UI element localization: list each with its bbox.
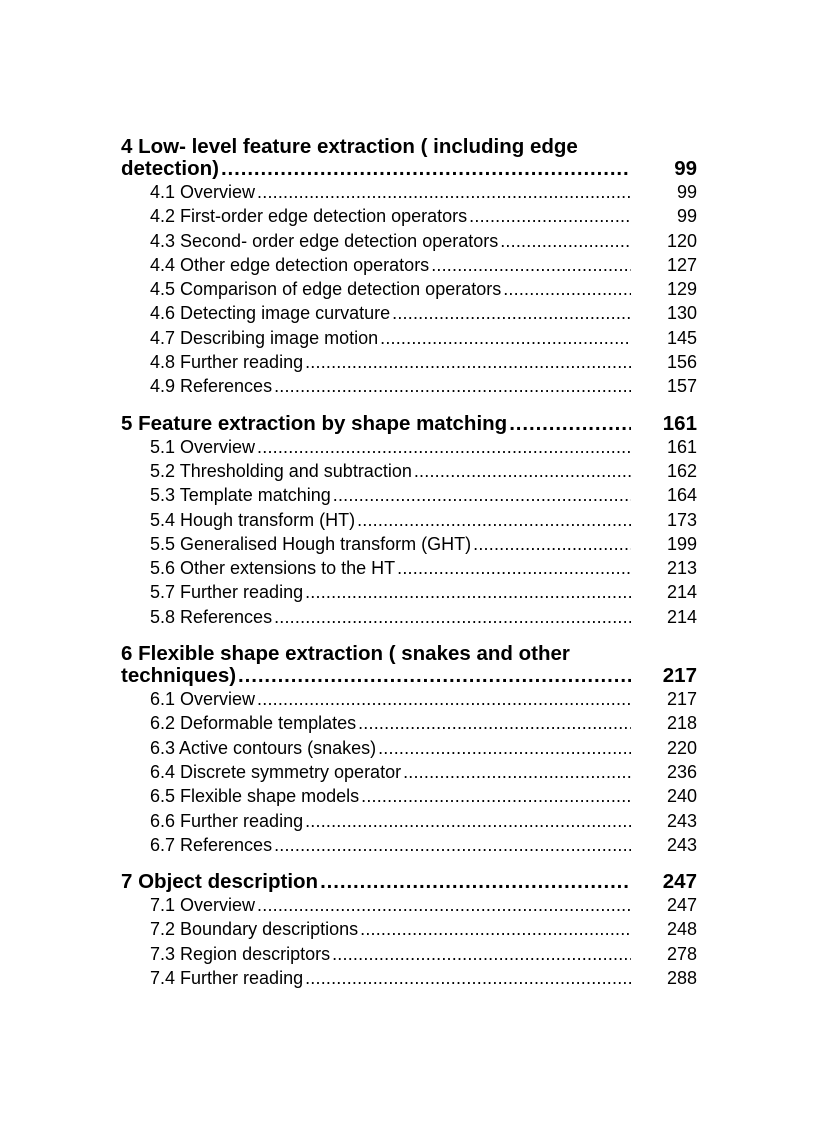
section-entry[interactable] — [121, 687, 697, 711]
section-entry[interactable] — [121, 435, 697, 459]
section-entry[interactable] — [121, 893, 697, 917]
section-page-number: 236 — [666, 761, 697, 782]
section-title: 4.8 Further reading — [150, 352, 304, 373]
section-title: 4.6 Detecting image curvature — [150, 303, 391, 324]
section-page-number: 220 — [666, 737, 697, 758]
section-title: 4.3 Second- order edge detection operators — [150, 230, 499, 251]
chapter-title: 7 Object description — [121, 871, 319, 894]
section-title: 5.1 Overview — [150, 436, 256, 457]
section-title: 7.1 Overview — [150, 895, 256, 916]
chapter-title: 5 Feature extraction by shape matching — [121, 412, 508, 435]
chapter-title-line[interactable]: 4 Low- level feature extraction ( including edge — [121, 135, 578, 158]
section-page-number: 157 — [666, 376, 697, 397]
section-title: 5.4 Hough transform (HT) — [150, 509, 356, 530]
chapter-title: detection) — [121, 158, 219, 180]
section-title: 5.8 References — [150, 606, 273, 627]
section-entry[interactable] — [121, 736, 697, 760]
section-title: 4.7 Describing image motion — [150, 327, 379, 348]
dot-leader — [500, 229, 631, 253]
dot-leader — [274, 605, 631, 629]
section-page-number: 99 — [676, 182, 697, 202]
section-page-number: 213 — [666, 558, 697, 579]
section-title: 6.5 Flexible shape models — [150, 786, 360, 807]
section-title: 6.2 Deformable templates — [150, 713, 357, 734]
section-entry[interactable] — [121, 532, 697, 556]
section-page-number: 243 — [666, 810, 697, 831]
section-entry[interactable] — [121, 966, 697, 990]
section-page-number: 99 — [676, 206, 697, 227]
section-entry[interactable] — [121, 760, 697, 784]
dot-leader — [320, 871, 631, 893]
section-entry[interactable] — [121, 556, 697, 580]
dot-leader — [257, 687, 631, 711]
chapter-page-number: 99 — [674, 158, 697, 180]
dot-leader — [403, 760, 631, 784]
section-entry[interactable] — [121, 301, 697, 325]
section-page-number: 164 — [666, 485, 697, 506]
section-title: 6.7 References — [150, 834, 273, 855]
section-title: 5.3 Template matching — [150, 485, 331, 506]
dot-leader — [274, 833, 631, 857]
section-entry[interactable] — [121, 374, 697, 398]
section-entry[interactable] — [121, 180, 697, 204]
section-page-number: 248 — [666, 919, 697, 940]
section-title: 4.1 Overview — [150, 182, 256, 202]
section-page-number: 218 — [666, 713, 697, 734]
section-page-number: 145 — [666, 327, 697, 348]
section-page-number: 240 — [666, 786, 697, 807]
chapter-title: techniques) — [121, 665, 237, 688]
dot-leader — [360, 917, 631, 941]
chapter-entry[interactable] — [121, 413, 697, 435]
chapter-block — [121, 643, 697, 857]
section-page-number: 156 — [666, 352, 697, 373]
section-entry[interactable] — [121, 508, 697, 532]
dot-leader — [361, 784, 631, 808]
dot-leader — [469, 204, 631, 228]
section-title: 6.4 Discrete symmetry operator — [150, 761, 402, 782]
dot-leader — [380, 326, 631, 350]
dot-leader — [503, 277, 631, 301]
section-page-number: 217 — [666, 689, 697, 710]
section-page-number: 214 — [666, 582, 697, 603]
dot-leader — [274, 374, 631, 398]
section-entry[interactable] — [121, 784, 697, 808]
dot-leader — [305, 966, 631, 990]
section-title: 7.4 Further reading — [150, 968, 304, 989]
section-entry[interactable] — [121, 833, 697, 857]
section-page-number: 199 — [666, 533, 697, 554]
section-title: 4.9 References — [150, 376, 273, 397]
dot-leader — [305, 580, 631, 604]
dot-leader — [257, 893, 631, 917]
chapter-title-line[interactable]: 6 Flexible shape extraction ( snakes and other — [121, 642, 570, 666]
section-page-number: 129 — [666, 279, 697, 300]
dot-leader — [378, 736, 631, 760]
section-entry[interactable] — [121, 459, 697, 483]
section-page-number: 120 — [666, 230, 697, 251]
dot-leader — [357, 508, 631, 532]
table-of-contents — [121, 136, 697, 1004]
chapter-block — [121, 136, 697, 399]
section-title: 6.6 Further reading — [150, 810, 304, 831]
section-entry[interactable] — [121, 711, 697, 735]
section-page-number: 127 — [666, 254, 697, 275]
dot-leader — [397, 556, 631, 580]
section-page-number: 278 — [666, 943, 697, 964]
section-page-number: 243 — [666, 834, 697, 855]
section-title: 6.1 Overview — [150, 689, 256, 710]
dot-leader — [414, 459, 631, 483]
dot-leader — [333, 483, 631, 507]
chapter-block — [121, 871, 697, 990]
section-title: 5.6 Other extensions to the HT — [150, 558, 396, 579]
chapter-entry[interactable] — [121, 871, 697, 893]
section-page-number: 130 — [666, 303, 697, 324]
section-entry[interactable] — [121, 204, 697, 228]
section-entry[interactable] — [121, 350, 697, 374]
chapter-page-number: 161 — [662, 412, 697, 435]
dot-leader — [305, 350, 631, 374]
section-title: 7.2 Boundary descriptions — [150, 919, 359, 940]
dot-leader — [221, 158, 631, 180]
section-page-number: 161 — [666, 436, 697, 457]
chapter-page-number: 217 — [662, 665, 697, 688]
section-page-number: 288 — [666, 968, 697, 989]
section-entry[interactable] — [121, 809, 697, 833]
dot-leader — [509, 413, 631, 435]
section-entry[interactable] — [121, 326, 697, 350]
chapter-block — [121, 413, 697, 629]
dot-leader — [332, 942, 631, 966]
section-entry[interactable] — [121, 229, 697, 253]
section-entry[interactable] — [121, 605, 697, 629]
dot-leader — [257, 435, 631, 459]
chapter-entry[interactable] — [121, 158, 697, 180]
section-title: 7.3 Region descriptors — [150, 943, 331, 964]
section-entry[interactable] — [121, 942, 697, 966]
section-title: 4.5 Comparison of edge detection operators — [150, 279, 502, 300]
section-entry[interactable] — [121, 277, 697, 301]
section-page-number: 173 — [666, 509, 697, 530]
chapter-page-number: 247 — [662, 871, 697, 894]
section-title: 6.3 Active contours (snakes) — [150, 737, 377, 758]
section-entry[interactable] — [121, 483, 697, 507]
chapter-entry[interactable] — [121, 665, 697, 687]
section-title: 4.4 Other edge detection operators — [150, 254, 430, 275]
section-title: 5.2 Thresholding and subtraction — [150, 460, 412, 481]
section-entry[interactable] — [121, 917, 697, 941]
dot-leader — [305, 809, 631, 833]
section-entry[interactable] — [121, 253, 697, 277]
section-page-number: 214 — [666, 606, 697, 627]
section-title: 5.5 Generalised Hough transform (GHT) — [150, 533, 472, 554]
dot-leader — [431, 253, 631, 277]
dot-leader — [358, 711, 631, 735]
section-page-number: 162 — [666, 460, 697, 481]
section-title: 5.7 Further reading — [150, 582, 304, 603]
dot-leader — [257, 180, 631, 204]
dot-leader — [392, 301, 631, 325]
dot-leader — [473, 532, 631, 556]
section-entry[interactable] — [121, 580, 697, 604]
section-title: 4.2 First-order edge detection operators — [150, 206, 468, 227]
dot-leader — [238, 665, 631, 687]
section-page-number: 247 — [666, 895, 697, 916]
